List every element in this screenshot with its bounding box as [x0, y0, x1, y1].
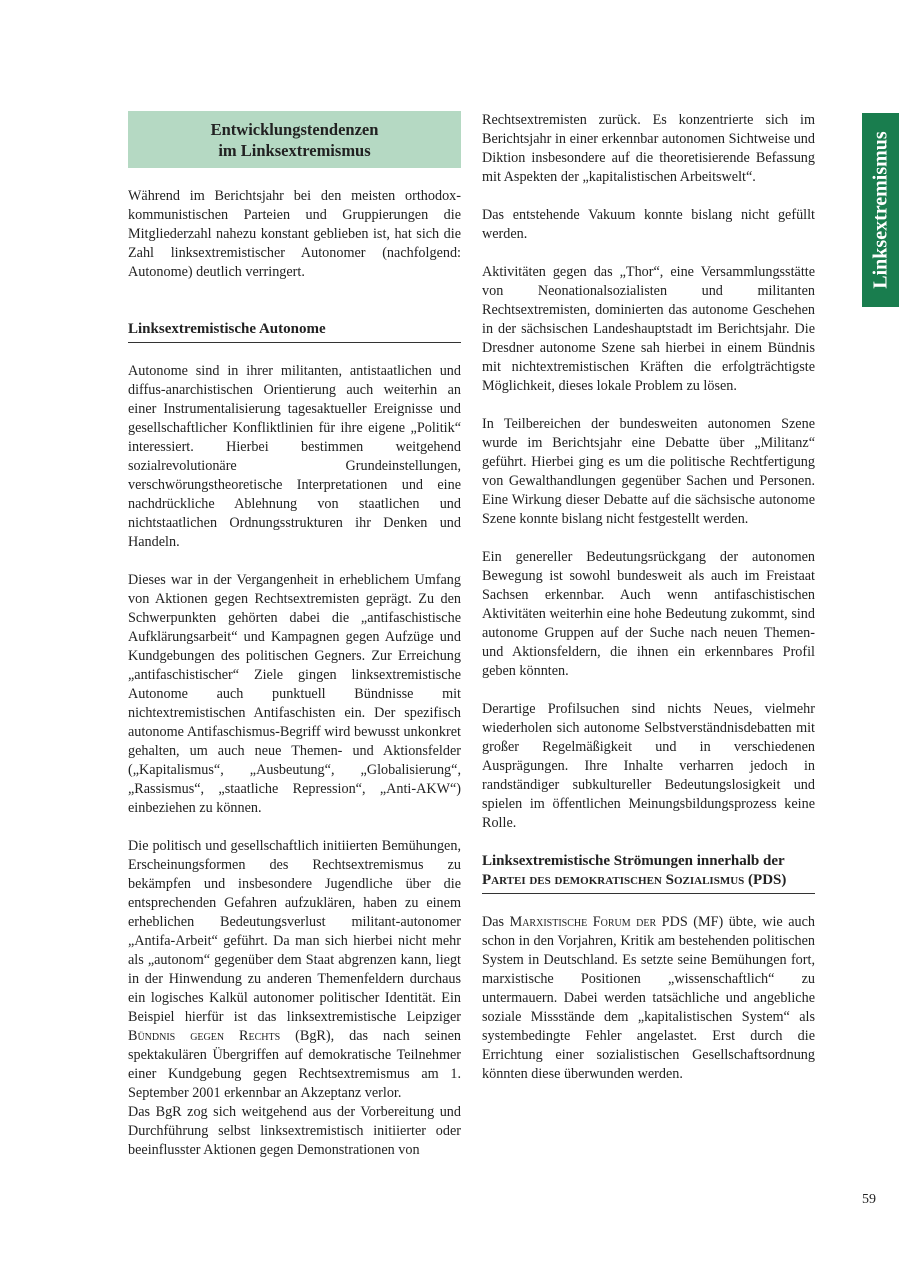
heading-text: (PDS): [744, 872, 787, 888]
section-tab: [862, 113, 899, 307]
org-name: Marxistische Forum der: [509, 914, 657, 930]
party-name: Partei des demokratischen Sozialismus: [482, 872, 745, 888]
text-run: Die politisch und gesellschaftlich initiierten Bemühungen, Erscheinungsformen des Rechtsextremismus zu bekämpfen und insbesondere Jugendliche über die entsprechenden Gefahren aufzuklären, haben zu einem erheblichen Bedeutungsverlust militant-autonomer „Antifa-Arbeit“ geführt. Da man sich hierbei nicht mehr als „autonom“ gegenüber dem Staat abgrenzen kann, liegt in der Hinwendung zu anderen Themenfeldern durchaus ein logisches Kalkül autonomer politischer Identität. Ein Beispiel hierfür ist das linksextremistische Leipziger: [128, 838, 461, 1025]
paragraph: Das entstehende Vakuum konnte bislang nicht gefüllt werden.: [482, 207, 815, 242]
chapter-title-line1: Entwicklungstendenzen: [210, 120, 379, 139]
org-name: Bündnis gegen Rechts: [128, 1028, 281, 1044]
section-heading-pds: [482, 852, 815, 894]
paragraph: Rechtsextremisten zurück. Es konzentrierte sich im Berichtsjahr in einer erkennbar autonomen Sichtweise und Diktion insbesondere auf die theoretisierende Befassung mit Aspekten der „kapitalistischen Arbeitswelt“.: [482, 112, 815, 185]
section-tab-label: Linksextremismus: [869, 131, 891, 289]
text-run: PDS (MF) übte, wie auch schon in den Vorjahren, Kritik am bestehenden politischen System in Deutschland. Es setzte seine Bemühungen fort, marxistische Positionen „wissenschaftlich“ zu untermauern. Dabei werden tatsächliche und angebliche soziale Missstände dem „kapitalistischen System“ als systembedingte Fehler angelastet. Erst durch die Errichtung einer sozialistischen Gesellschaftsordnung könnten diese überwunden werden.: [482, 914, 815, 1082]
text-run: Das: [482, 914, 510, 930]
section-heading-autonome: Linksextremistische Autonome: [128, 320, 461, 343]
paragraph: Aktivitäten gegen das „Thor“, eine Versammlungsstätte von Neonationalsozialisten und militanten Rechtsextremisten, dominierten das autonome Geschehen in der sächsischen Landeshauptstadt im Berichtsjahr. Die Dresdner autonome Szene sah hierbei in einem Bündnis mit nichtextremistischen Kräften die erfolgträchtigste Möglichkeit, dieses lokale Problem zu lösen.: [482, 264, 815, 394]
paragraph: [482, 913, 815, 1084]
left-column: [128, 111, 461, 1179]
text-run: (BgR), das nach seinen spektakulären Übergriffen auf demokratische Teilnehmer einer Kundgebung gegen Rechtsextremismus am 1. September 2001 erkennbar an Akzeptanz verlor.: [128, 1028, 461, 1101]
paragraph: Das BgR zog sich weitgehend aus der Vorbereitung und Durchführung selbst linksextremistisch initiierter oder beeinflusster Aktionen gegen Demonstrationen von: [128, 1104, 461, 1158]
paragraph: Dieses war in der Vergangenheit in erheblichem Umfang von Aktionen gegen Rechtsextremisten geprägt. Zu den Schwerpunkten gehörten dabei die „antifaschistische Aufklärungsarbeit“ und Kampagnen gegen Aufzüge und Kundgebungen des politischen Gegners. Zur Erreichung „antifaschistischer“ Ziele gingen linksextremistische Autonome auch punktuell Bündnisse mit nichtextremistischen Antifaschisten ein. Der spezifisch autonome Antifaschismus-Begriff wird bewusst unkonkret gehalten, um auch neue Themen- und Aktionsfelder („Kapitalismus“, „Ausbeutung“, „Globalisierung“, „Rassismus“, „staatliche Repression“, „Anti-AKW“) einbeziehen zu können.: [128, 572, 461, 816]
paragraph: Autonome sind in ihrer militanten, antistaatlichen und diffus-anarchistischen Orientierung auch weiterhin an einer Instrumentalisierung tagesaktueller Ereignisse und gesellschaftlicher Konfliktlinien für ihre eigene „Politik“ interessiert. Hierbei bestimmen weitgehend sozialrevolutionäre Grundeinstellungen, verschwörungstheoretische Interpretationen und eine nachdrückliche Ablehnung von staatlichen und nichtstaatlichen Ordnungsstrukturen ihr Denken und Handeln.: [128, 363, 461, 550]
chapter-title-line2: im Linksextremismus: [218, 141, 371, 160]
paragraph: [128, 837, 461, 1103]
paragraph: Ein genereller Bedeutungsrückgang der autonomen Bewegung ist sowohl bundesweit als auch im Freistaat Sachsen erkennbar. Auch wenn antifaschistischen Aktivitäten weiterhin eine hohe Bedeutung zukommt, sind autonome Gruppen auf der Suche nach neuen Themen- und Aktionsfeldern, die ihnen ein erkennbares Profil geben könnten.: [482, 549, 815, 679]
paragraph: Derartige Profilsuchen sind nichts Neues, vielmehr wiederholen sich autonome Selbstverständnisdebatten mit großer Regelmäßigkeit und in verschiedenen Ausprägungen. Ihre Inhalte verharren jedoch in randständiger subkultureller Bedeutungslosigkeit und spielen im öffentlichen Meinungsbildungsprozess keine Rolle.: [482, 701, 815, 831]
chapter-title-box: [128, 111, 461, 168]
right-column: [482, 111, 815, 1103]
intro-paragraph: Während im Berichtsjahr bei den meisten orthodox-kommunistischen Parteien und Gruppierungen die Mitgliederzahl nahezu konstant geblieben ist, hat sich die Zahl linksextremistischer Autonomer (nachfolgend: Autonome) deutlich verringert.: [128, 188, 461, 280]
page-number: 59: [862, 1192, 876, 1207]
heading-text: Linksextremistische Strömungen innerhalb der: [482, 853, 785, 869]
paragraph: In Teilbereichen der bundesweiten autonomen Szene wurde im Berichtsjahr eine Debatte über „Militanz“ geführt. Hierbei ging es um die politische Rechtfertigung von Gewalthandlungen gegenüber Sachen und Personen. Eine Wirkung dieser Debatte auf die sächsische autonome Szene konnte bislang nicht festgestellt werden.: [482, 416, 815, 527]
